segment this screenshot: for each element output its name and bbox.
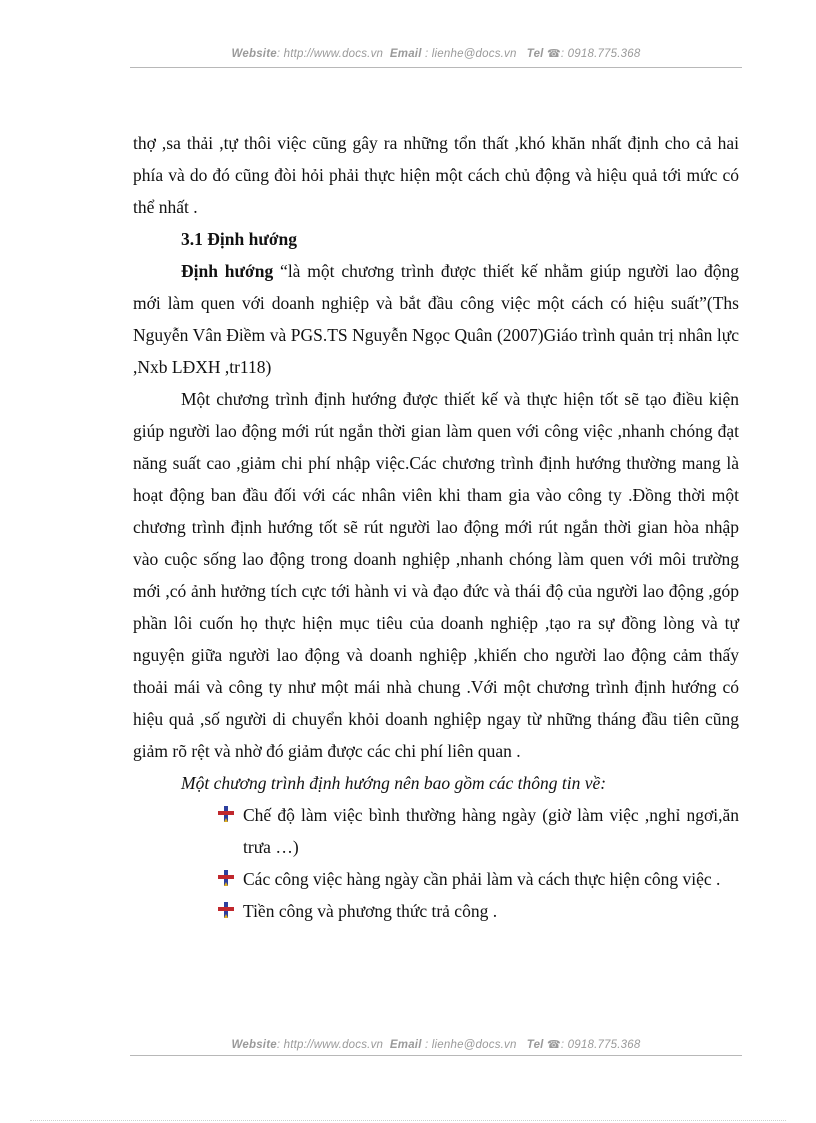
list-intro: Một chương trình định hướng nên bao gồm các thông tin về: bbox=[181, 773, 607, 793]
arrow-bullet-icon bbox=[217, 901, 235, 919]
arrow-bullet-icon bbox=[217, 805, 235, 823]
definition-paragraph bbox=[133, 255, 739, 383]
header-email-value[interactable]: : lienhe@docs.vn bbox=[425, 48, 517, 60]
page-footer bbox=[130, 1038, 742, 1056]
footer-email-label: Email bbox=[389, 1039, 422, 1051]
list-item bbox=[217, 895, 739, 927]
header-email-label: Email bbox=[389, 48, 422, 60]
header-tel-label: Tel bbox=[526, 48, 544, 60]
list-item bbox=[217, 863, 739, 895]
main-paragraph: Một chương trình định hướng được thiết kế và thực hiện tốt sẽ tạo điều kiện giúp người lao động mới rút ngắn thời gian làm quen với công việc ,nhanh chóng đạt năng suất cao ,giảm chi phí nhập việc.Các chương trình định hướng thường mang là hoạt động ban đầu đối với các nhân viên khi tham gia vào công ty .Đồng thời một chương trình định hướng tốt sẽ rút người lao động mới rút ngắn thời gian hòa nhập vào cuộc sống lao động trong doanh nghiệp ,nhanh chóng làm quen với môi trường mới ,có ảnh hưởng tích cực tới hành vi và đạo đức và thái độ của người lao động ,góp phần lôi cuốn họ thực hiện mục tiêu của doanh nghiệp ,tạo ra sự đồng lòng và tự nguyện giữa người lao động và doanh nghiệp ,khiến cho người lao động cảm thấy thoải mái và công ty như một mái nhà chung .Với một chương trình định hướng có hiệu quả ,số người di chuyển khỏi doanh nghiệp ngay từ những tháng đầu tiên cũng giảm rõ rệt và nhờ đó giảm được các chi phí liên quan . bbox=[133, 389, 739, 761]
footer-website-value[interactable]: : http://www.docs.vn bbox=[276, 1039, 384, 1051]
header-website-label: Website bbox=[231, 48, 277, 60]
bullet-text: Tiền công và phương thức trả công . bbox=[243, 901, 498, 921]
footer-tel-label: Tel bbox=[526, 1039, 544, 1051]
footer-website-label: Website bbox=[231, 1039, 277, 1051]
page-header bbox=[130, 47, 742, 68]
bullet-list bbox=[133, 799, 739, 927]
list-item bbox=[217, 799, 739, 863]
definition-term: Định hướng bbox=[181, 261, 274, 281]
bullet-text: Chế độ làm việc bình thường hàng ngày (giờ làm việc ,nghỉ ngơi,ăn trưa …) bbox=[243, 805, 739, 857]
bullet-text: Các công việc hàng ngày cần phải làm và cách thực hiện công việc . bbox=[243, 869, 721, 889]
document-body bbox=[133, 127, 739, 927]
phone-icon: ☎ bbox=[546, 48, 561, 60]
page-bottom-divider bbox=[30, 1120, 786, 1121]
footer-tel-value: : 0918.775.368 bbox=[560, 1039, 641, 1051]
paragraph-continuation: thợ ,sa thải ,tự thôi việc cũng gây ra những tổn thất ,khó khăn nhất định cho cả hai phía và do đó cũng đòi hỏi phải thực hiện một cách chủ động và hiệu quả tới mức có thể nhất . bbox=[133, 133, 739, 217]
header-website-value[interactable]: : http://www.docs.vn bbox=[276, 48, 384, 60]
header-tel-value: : 0918.775.368 bbox=[560, 48, 641, 60]
footer-email-value[interactable]: : lienhe@docs.vn bbox=[425, 1039, 517, 1051]
phone-icon: ☎ bbox=[546, 1039, 561, 1051]
section-heading: 3.1 Định hướng bbox=[181, 229, 297, 249]
arrow-bullet-icon bbox=[217, 869, 235, 887]
definition-text: “là một chương trình được thiết kế nhằm giúp người lao động mới làm quen với doanh nghiệp và bắt đầu công việc một cách có hiệu suất”(Ths Nguyễn Vân Điềm và PGS.TS Nguyễn Ngọc Quân (2007)Giáo trình quản trị nhân lực ,Nxb LĐXH ,tr118) bbox=[133, 261, 740, 377]
